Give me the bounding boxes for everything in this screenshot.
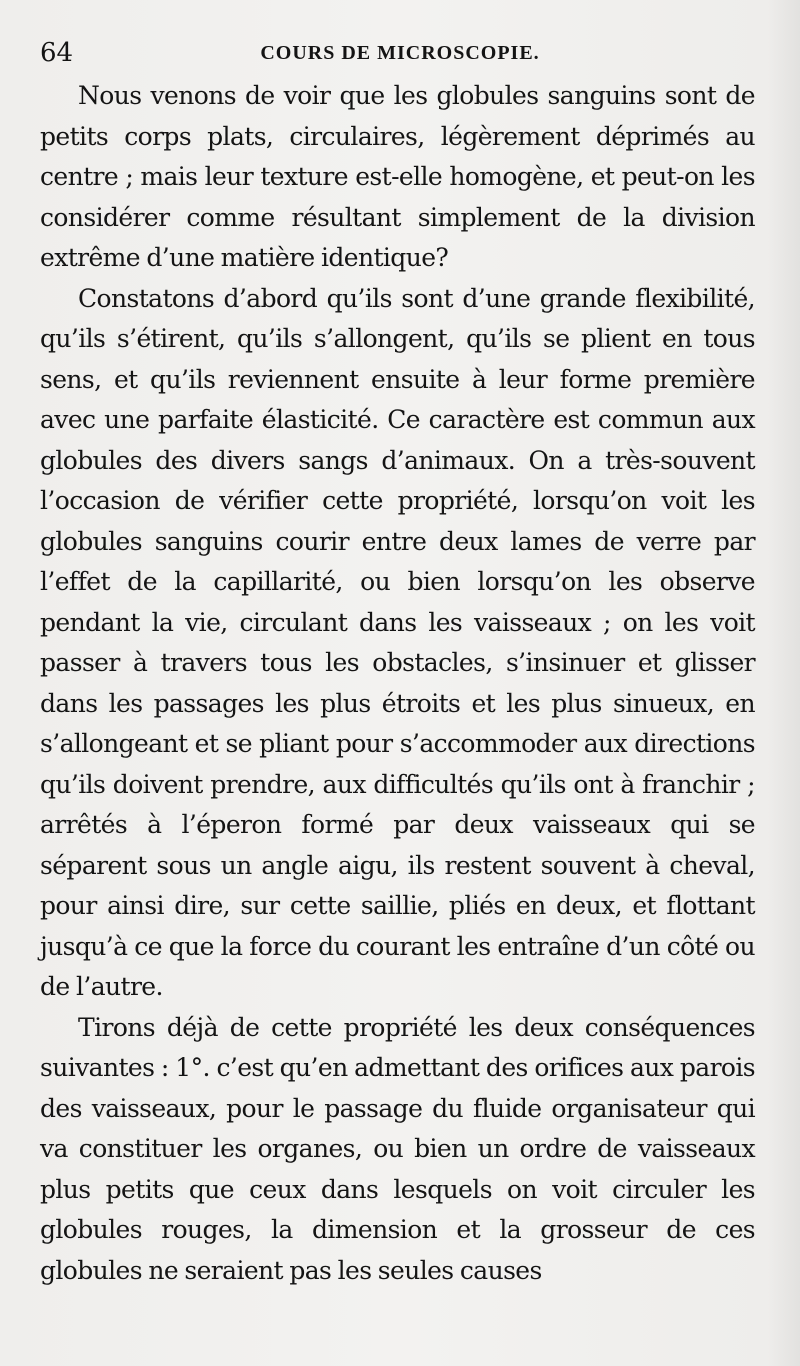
page-number: 64 [40,38,74,68]
paragraph: Nous venons de voir que les globules sanguins sont de petits corps plats, circulaires, légèrement déprimés au centre ; mais leur texture est-elle homogène, et peut-on les considérer comme résultant simplement de la division extrême d’une matière identique? [40,81,755,272]
paragraph: Constatons d’abord qu’ils sont d’une grande flexibilité, qu’ils s’étirent, qu’ils s’allongent, qu’ils se plient en tous sens, et qu’ils reviennent ensuite à leur forme première avec une parfaite élasticité. Ce caractère est commun aux globules des divers sangs d’animaux. On a très-souvent l’occasion de vérifier cette propriété, lorsqu’on voit les globules sanguins courir entre deux lames de verre par l’effet de la capillarité, ou bien lorsqu’on les observe pendant la vie, circulant dans les vaisseaux ; on les voit passer à travers tous les obstacles, s’insinuer et glisser dans les passages les plus étroits et les plus sinueux, en s’allongeant et se pliant pour s’accommoder aux directions qu’ils doivent prendre, aux difficultés qu’ils ont à franchir ; arrêtés à l’éperon formé par deux vaisseaux qui se séparent sous un angle aigu, ils restent souvent à cheval, pour ainsi dire, sur cette saillie, pliés en deux, et flottant jusqu’à ce que la force du courant les entraîne d’un côté ou de l’autre. [40,283,755,1001]
page-header [40,38,760,78]
body-text [40,76,755,1291]
paragraph: Tirons déjà de cette propriété les deux conséquences suivantes : 1°. c’est qu’en admettant des orifices aux parois des vaisseaux, pour le passage du fluide organisateur qui va constituer les organes, ou bien un ordre de vaisseaux plus petits que ceux dans lesquels on voit circuler les globules rouges, la dimension et la grosseur de ces globules ne seraient pas les seules causes [40,1012,755,1285]
running-title: COURS DE MICROSCOPIE. [260,42,540,64]
